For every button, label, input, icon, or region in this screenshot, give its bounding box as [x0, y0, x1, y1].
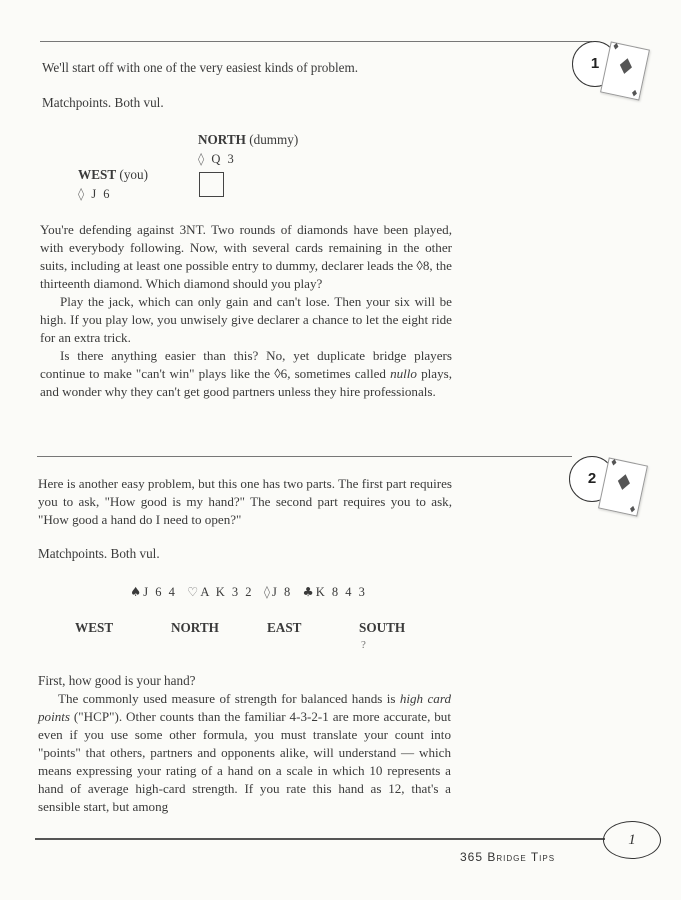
tip1-paragraph: You're defending against 3NT. Two rounds of diamonds have been played, with everybody following. Now, with several cards remaining in the other suits, including at least one possible entry to dummy, declarer leads the ◊8, the thirteenth diamond. Which diamond should you play?	[40, 222, 452, 291]
tip1-table-square	[199, 172, 224, 197]
auction-header-north: NORTH	[171, 620, 219, 635]
diamond-icon: ◊	[198, 151, 207, 166]
page-number-badge	[603, 821, 661, 859]
tip1-conditions: Matchpoints. Both vul.	[42, 95, 164, 110]
tip1-west-heading	[78, 166, 148, 184]
spade-icon: ♠	[130, 584, 144, 599]
tip1-north-heading	[198, 131, 298, 149]
diamond-icon: ◊	[78, 186, 87, 201]
tip1-north-holding: ◊ Q 3	[198, 151, 236, 166]
tip2-paragraph: The commonly used measure of strength for balanced hands is high card points ("HCP"). Other counts than the familiar 4-3-2-1 are more accurate, but even if you use some other formula, you must translate your count into "points" that others, partners and opponents alike, will understand — which means expressing your rating of a hand on a scale in which 10 represents a hand of average high-card strength. If you rate this hand as 12, that's a sensible start, but among	[38, 691, 451, 814]
west-label: WEST	[78, 167, 117, 182]
tip1-diamond-card-icon: ♦ ♦ ♦	[600, 41, 650, 100]
north-label: NORTH	[198, 132, 246, 147]
footer-rule	[35, 838, 605, 840]
auction-header-south: SOUTH	[359, 620, 406, 635]
tip2-top-rule	[37, 456, 572, 457]
auction-call-south: ?	[361, 639, 366, 651]
tip2-conditions: Matchpoints. Both vul.	[38, 546, 160, 561]
tip2-number: 2	[587, 470, 597, 487]
auction-header-west: WEST	[75, 620, 114, 635]
west-role: (you)	[119, 167, 148, 182]
tip1-paragraph: Play the jack, which can only gain and can't lose. Then your six will be high. If you play low, you unwisely give declarer a chance to let the eight ride for an extra trick.	[40, 294, 452, 345]
tip2-hand: ♠J 6 4 ♡A K 3 2 ◊J 8 ♣K 8 4 3	[130, 584, 367, 599]
heart-icon: ♡	[187, 584, 201, 599]
tip2-body	[38, 690, 451, 816]
diamond-icon: ◊	[263, 584, 272, 599]
tip1-body	[40, 221, 452, 401]
tip1-number: 1	[590, 55, 600, 72]
page-number: 1	[628, 832, 636, 848]
tip1-top-rule	[40, 41, 592, 42]
tip1-paragraph: Is there anything easier than this? No, yet duplicate bridge players continue to make "can't win" plays like the ◊6, sometimes called nullo plays, and wonder why they can't get good partners unless they hire professionals.	[40, 348, 452, 399]
tip1-intro: We'll start off with one of the very easiest kinds of problem.	[42, 60, 359, 75]
tip1-west-holding: ◊ J 6	[78, 186, 112, 201]
north-role: (dummy)	[249, 132, 299, 147]
tip2-diamond-card-icon: ♦ ♦ ♦	[598, 457, 648, 516]
tip2-question: First, how good is your hand?	[38, 673, 196, 688]
auction-header-east: EAST	[267, 620, 302, 635]
club-icon: ♣	[302, 584, 316, 599]
book-title: 365 Bridge Tips	[460, 850, 556, 864]
tip2-intro: Here is another easy problem, but this one has two parts. The first part requires you to ask, "How good is my hand?" The second part requires you to ask, "How good a hand do I need to open?"	[38, 476, 452, 527]
